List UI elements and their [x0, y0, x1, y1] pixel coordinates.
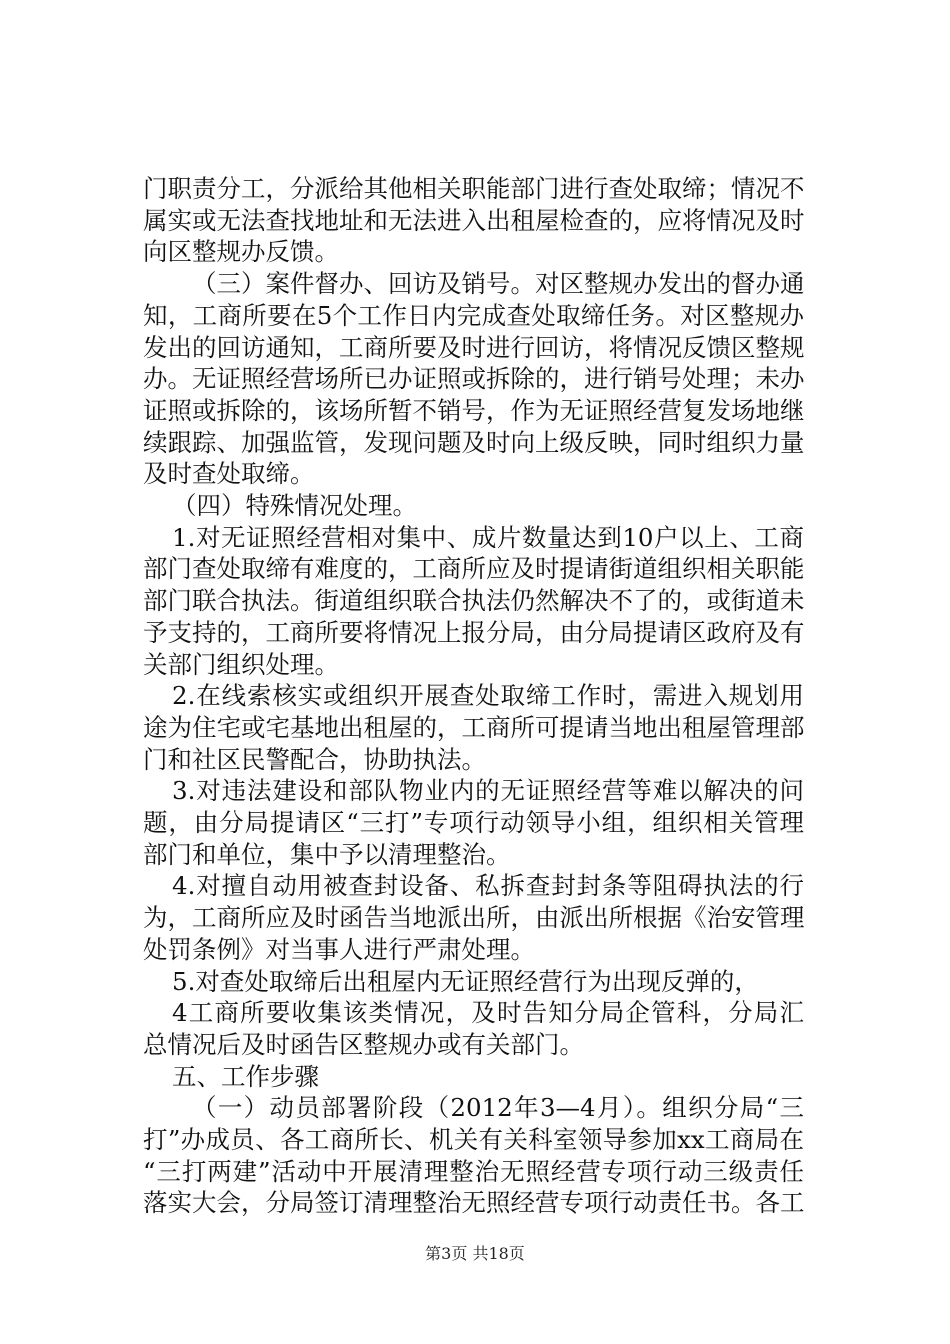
text-line: 落实大会，分局签订清理整治无照经营专项行动责任书。各工 — [143, 1188, 805, 1218]
text-line: 部门查处取缔有难度的，工商所应及时提请街道组织相关职能 — [143, 554, 805, 584]
text-line: 处罚条例》对当事人进行严肃处理。 — [143, 934, 535, 964]
text-line: 1.对无证照经营相对集中、成片数量达到10户以上、工商 — [172, 522, 804, 552]
text-line: 途为住宅或宅基地出租屋的，工商所可提请当地出租屋管理部 — [143, 712, 805, 742]
text-line: 部门联合执法。街道组织联合执法仍然解决不了的，或街道未 — [143, 586, 805, 616]
section-heading: （四）特殊情况处理。 — [172, 491, 417, 520]
text-line: 题，由分局提请区“三打”专项行动领导小组，组织相关管理 — [143, 808, 804, 837]
text-line: （一）动员部署阶段（2012年3—4月）。组织分局“三 — [192, 1093, 804, 1123]
text-line: 关部门组织处理。 — [143, 649, 339, 679]
text-line: 门职责分工，分派给其他相关职能部门进行查处取缔；情况不 — [143, 174, 805, 203]
text-line: 4.对擅自动用被查封设备、私拆查封封条等阻碍执法的行 — [172, 871, 804, 901]
text-line: 4工商所要收集该类情况，及时告知分局企管科，分局汇 — [172, 998, 804, 1028]
page-footer: 第3页 共18页 — [425, 1244, 525, 1263]
text-line: 向区整规办反馈。 — [143, 237, 339, 267]
text-line: 知，工商所要在5个工作日内完成查处取缔任务。对区整规办 — [143, 300, 804, 330]
text-line: 属实或无法查找地址和无法进入出租屋检查的，应将情况及时 — [143, 205, 805, 235]
text-line: （三）案件督办、回访及销号。对区整规办发出的督办通 — [192, 269, 805, 299]
text-line: 发出的回访通知，工商所要及时进行回访，将情况反馈区整规 — [143, 332, 805, 362]
text-line: 及时查处取缔。 — [143, 459, 315, 489]
text-line: 总情况后及时函告区整规办或有关部门。 — [143, 1029, 584, 1059]
text-line: “三打两建”活动中开展清理整治无照经营专项行动三级责任 — [143, 1156, 804, 1186]
text-line: 续跟踪、加强监管，发现问题及时向上级反映，同时组织力量 — [143, 427, 805, 457]
text-line: 2.在线索核实或组织开展查处取缔工作时，需进入规划用 — [172, 681, 804, 711]
text-line: 办。无证照经营场所已办证照或拆除的，进行销号处理；未办 — [143, 364, 805, 394]
text-line: 打”办成员、各工商所长、机关有关科室领导参加xx工商局在 — [143, 1125, 804, 1154]
text-line: 为，工商所应及时函告当地派出所，由派出所根据《治安管理 — [143, 903, 805, 933]
text-line: 予支持的，工商所要将情况上报分局，由分局提请区政府及有 — [143, 617, 805, 647]
section-heading: 五、工作步骤 — [172, 1061, 319, 1091]
text-line: 部门和单位，集中予以清理整治。 — [143, 839, 511, 869]
text-line: 门和社区民警配合，协助执法。 — [143, 744, 486, 774]
text-line: 5.对查处取缔后出租屋内无证照经营行为出现反弹的， — [172, 966, 759, 996]
text-line: 证照或拆除的，该场所暂不销号，作为无证照经营复发场地继 — [143, 395, 805, 425]
text-line: 3.对违法建设和部队物业内的无证照经营等难以解决的问 — [172, 776, 804, 806]
